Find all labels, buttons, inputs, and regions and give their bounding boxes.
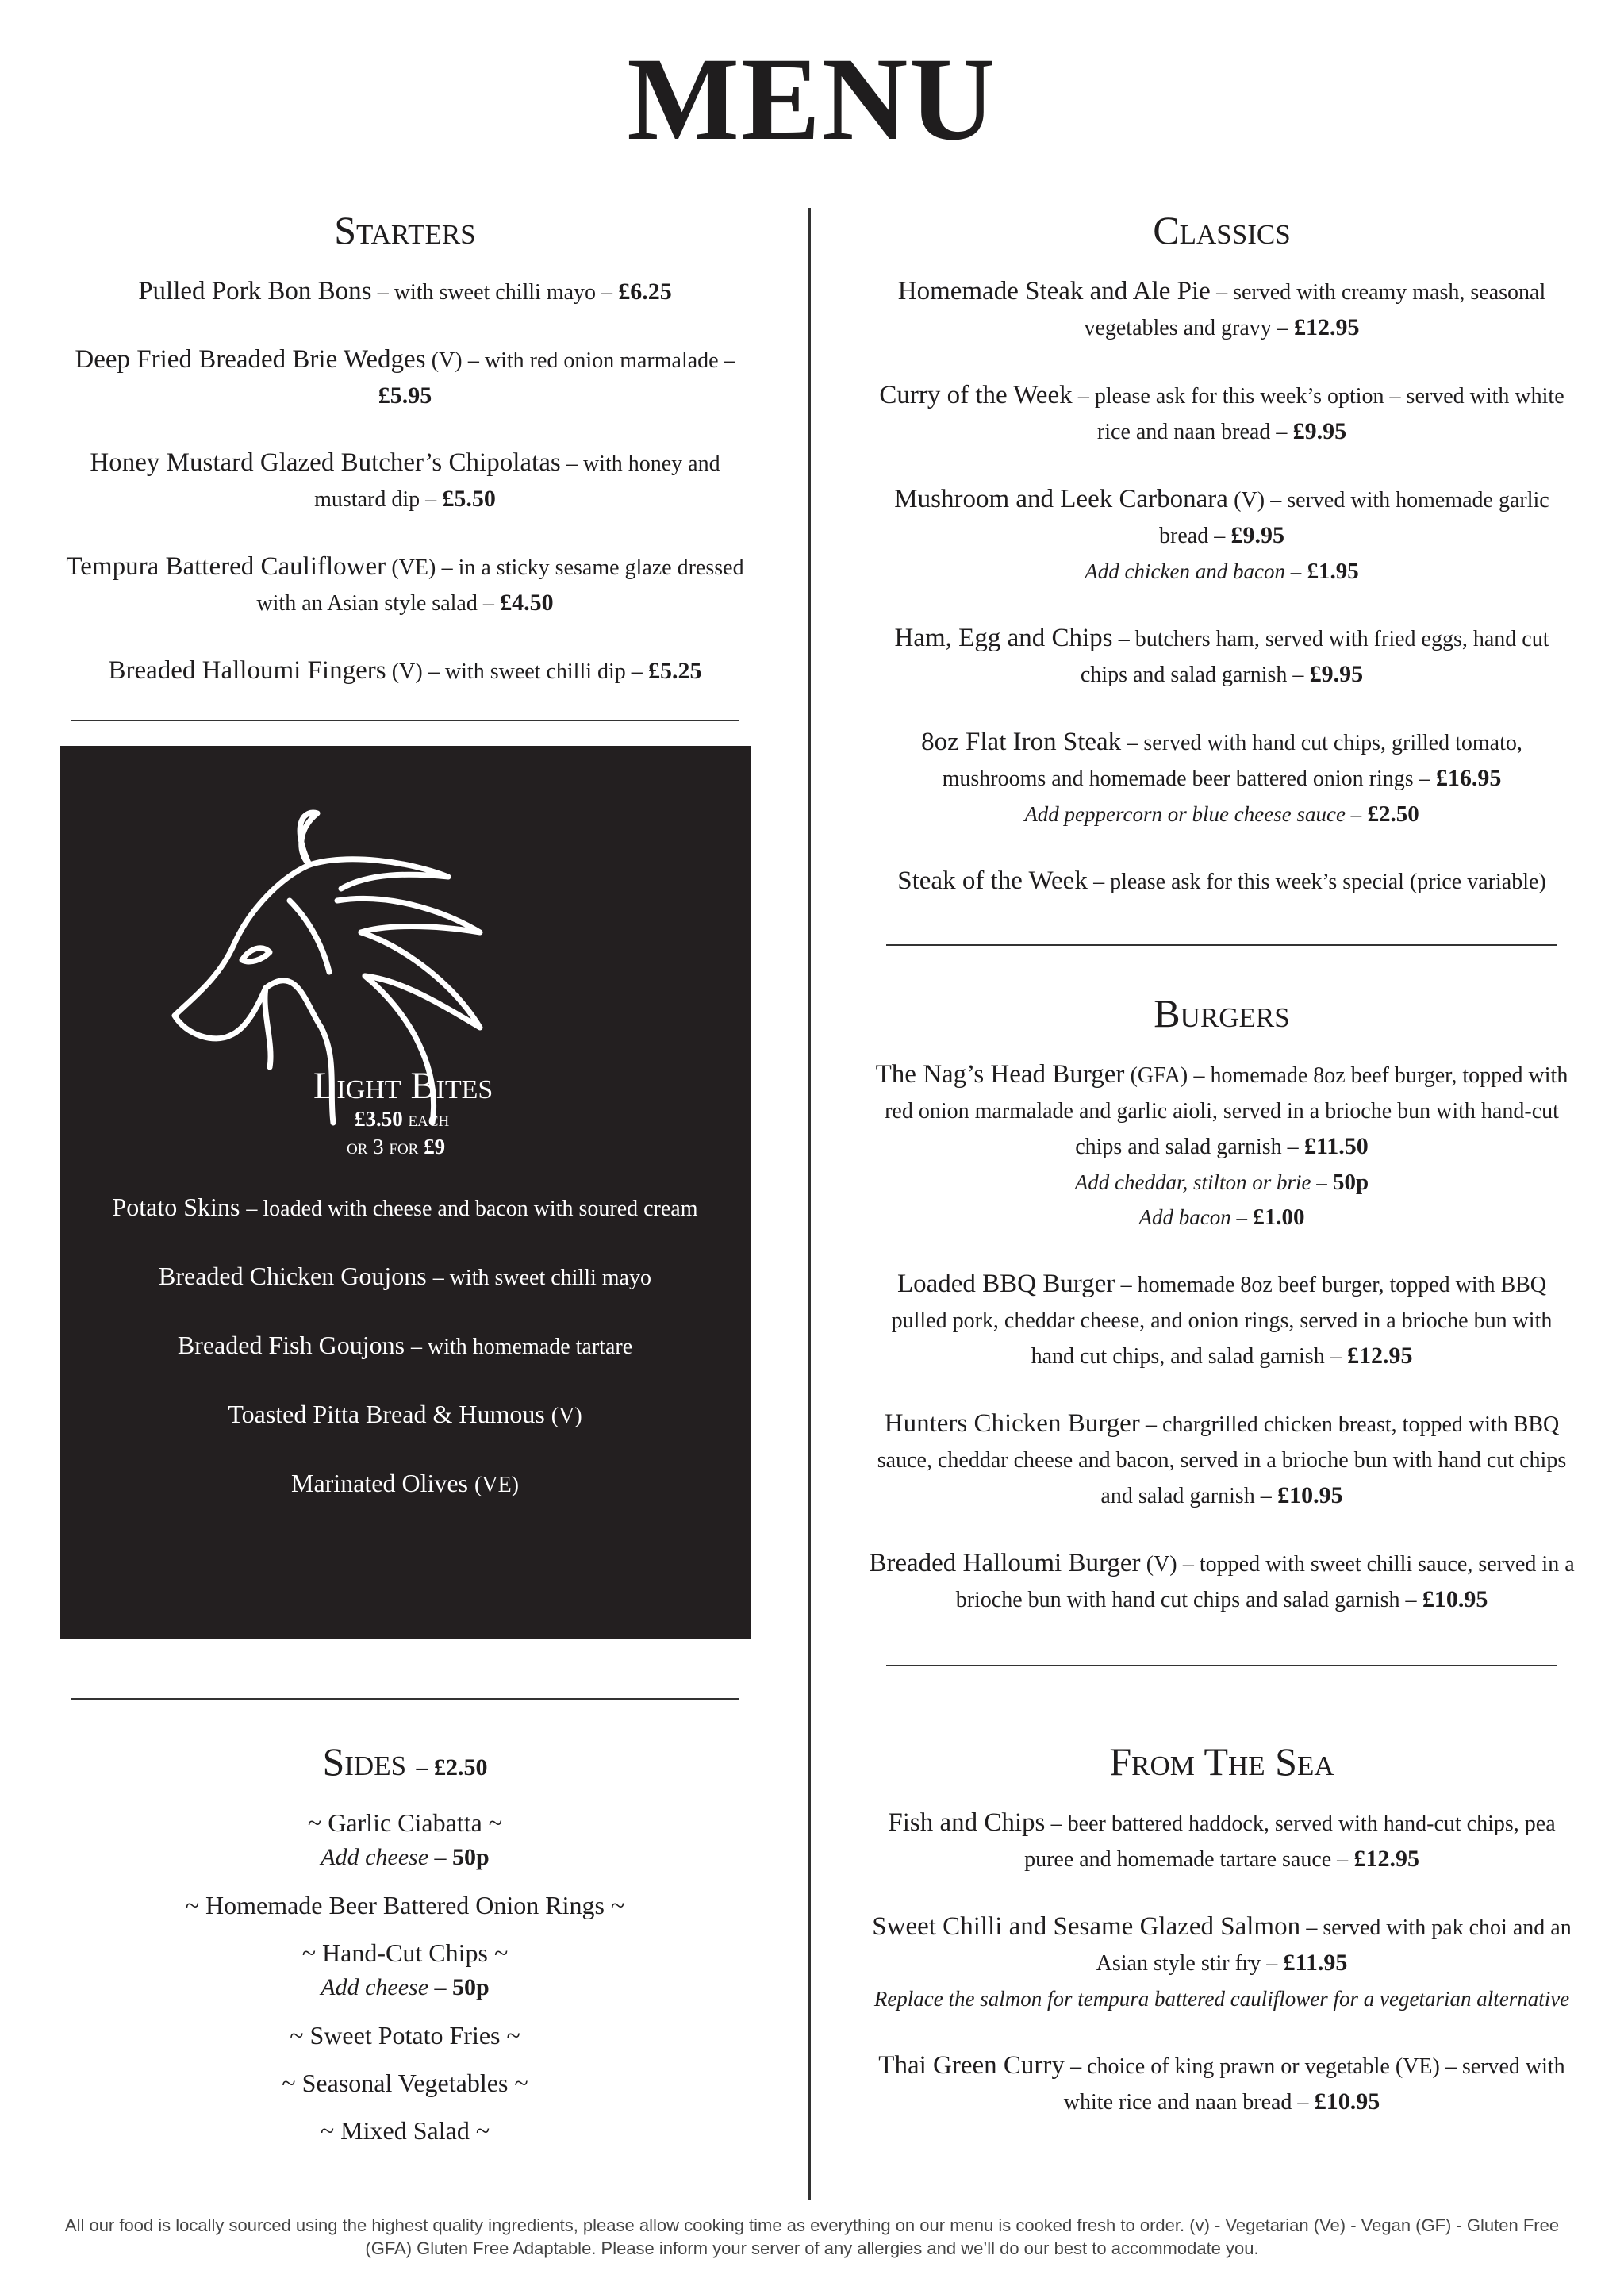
item-name: Tempura Battered Cauliflower — [66, 552, 386, 581]
item-desc: – served with hand cut chips, grilled tomato, mushrooms and homemade beer battered onion rings – — [942, 731, 1522, 791]
side-item: ~ Seasonal Vegetables ~ — [282, 2069, 528, 2097]
item-price: £6.25 — [618, 279, 672, 305]
item-diet: (V) — [431, 348, 463, 373]
item-price: £10.95 — [1277, 1482, 1343, 1508]
menu-item — [869, 620, 1575, 693]
item-note: Add peppercorn or blue cheese sauce – — [1024, 802, 1362, 826]
classics-section — [869, 210, 1575, 932]
section-heading — [60, 1739, 751, 1784]
item-name: Marinated Olives — [290, 1469, 469, 1497]
item-name: 8oz Flat Iron Steak — [921, 728, 1122, 756]
item-note-price: £1.00 — [1253, 1204, 1305, 1230]
sides-section — [60, 1739, 751, 2161]
item-diet: (VE) — [391, 555, 436, 580]
side-item: ~ Garlic Ciabatta ~ — [307, 1808, 503, 1837]
or-label: or 3 for — [347, 1135, 419, 1158]
item-name: Hunters Chicken Burger — [884, 1409, 1140, 1438]
item-price: £16.95 — [1435, 765, 1502, 791]
menu-item — [60, 274, 751, 310]
list-item — [60, 1328, 751, 1364]
light-bites-panel — [60, 746, 751, 1639]
item-price: £9.95 — [1292, 418, 1347, 444]
item-price: £10.95 — [1422, 1586, 1488, 1612]
item-name: Pulled Pork Bon Bons — [138, 277, 372, 305]
list-item — [60, 1397, 751, 1433]
item-desc: – with sweet chilli mayo – — [377, 280, 613, 305]
item-desc: – loaded with cheese and bacon with soured cream — [246, 1197, 698, 1221]
section-heading: From The Sea — [1109, 1739, 1334, 1784]
sides-price: – £2.50 — [416, 1754, 488, 1781]
section-divider — [71, 720, 739, 721]
item-price: £12.95 — [1294, 314, 1360, 340]
item-name: Loaded BBQ Burger — [896, 1270, 1115, 1298]
item-note: Add bacon – — [1138, 1205, 1247, 1229]
light-bites-price-each — [355, 1105, 615, 1133]
menu-item — [869, 1805, 1575, 1877]
item-note-price: £2.50 — [1367, 801, 1419, 827]
side-note — [60, 1840, 751, 1875]
item-name: Steak of the Week — [897, 866, 1088, 895]
item-price: £11.50 — [1303, 1133, 1369, 1159]
item-name: Potato Skins — [112, 1193, 240, 1221]
item-desc: (VE) — [474, 1473, 520, 1497]
price-each: £3.50 — [355, 1107, 403, 1131]
item-desc: (V) — [551, 1404, 582, 1428]
menu-item — [869, 482, 1575, 589]
item-desc: – with red onion marmalade – — [467, 348, 735, 373]
item-diet: (V) — [391, 659, 423, 684]
item-price: £5.50 — [442, 486, 496, 512]
section-divider — [886, 944, 1557, 946]
item-price: £4.50 — [500, 590, 554, 616]
item-price: £5.95 — [378, 382, 432, 409]
side-item: ~ Mixed Salad ~ — [320, 2116, 490, 2145]
item-price: £9.95 — [1230, 522, 1284, 548]
item-price: £12.95 — [1353, 1846, 1419, 1872]
note-price: 50p — [452, 1844, 490, 1870]
item-desc: – with sweet chilli mayo — [432, 1266, 651, 1290]
item-name: Thai Green Curry — [878, 2051, 1065, 2080]
item-name: The Nag’s Head Burger — [875, 1060, 1125, 1089]
item-desc: – choice of king prawn or vegetable (VE) – served with white rice and naan bread – — [1063, 2054, 1565, 2115]
item-desc: – topped with sweet chilli sauce, served in a brioche bun with hand cut chips and salad garnish – — [955, 1552, 1575, 1612]
item-desc: – served with homemade garlic bread – — [1159, 488, 1549, 548]
menu-item — [869, 863, 1575, 900]
from-the-sea-section — [869, 1739, 1575, 2152]
item-name: Breaded Fish Goujons — [177, 1331, 405, 1359]
item-desc: – with homemade tartare — [411, 1335, 633, 1359]
item-price: £5.25 — [648, 658, 702, 684]
item-name: Sweet Chilli and Sesame Glazed Salmon — [872, 1912, 1301, 1941]
item-desc: – beer battered haddock, served with hand-cut chips, pea puree and homemade tartare sauce – — [1024, 1812, 1556, 1872]
item-name: Breaded Chicken Goujons — [159, 1262, 427, 1290]
list-item — [60, 1466, 751, 1502]
item-desc: – with honey and mustard dip – — [314, 451, 720, 512]
menu-title: MENU — [627, 33, 997, 165]
item-diet: (V) — [1146, 1552, 1177, 1577]
each-label: each — [408, 1107, 450, 1131]
item-desc: – homemade 8oz beef burger, topped with red onion marmalade and garlic aioli, served in a brioche bun with hand-cut chips and salad garnish – — [885, 1063, 1568, 1159]
footer-note: All our food is locally sourced using the highest quality ingredients, please allow cooking time as everything on our menu is cooked fresh to order. (v) - Vegetarian (Ve) - Vegan (GF) - Gluten Free (GFA) Gluten Free Adaptable. Please inform your server of any allergies and we’ll do our best to accommodate you. — [64, 2215, 1560, 2258]
side-item: ~ Sweet Potato Fries ~ — [290, 2021, 520, 2050]
note-text: Add cheese – — [321, 1974, 447, 2000]
section-heading: Classics — [1153, 208, 1291, 252]
side-item: ~ Homemade Beer Battered Onion Rings ~ — [185, 1891, 625, 1919]
light-bites-heading: Light Bites — [313, 1065, 493, 1107]
item-desc: – homemade 8oz beef burger, topped with BBQ pulled pork, cheddar cheese, and onion rings, served in a brioche bun with hand cut chips, and salad garnish – — [891, 1273, 1553, 1369]
side-note — [60, 1970, 751, 2005]
item-diet: (GFA) — [1130, 1063, 1188, 1088]
item-desc: – served with creamy mash, seasonal vegetables and gravy – — [1084, 280, 1546, 340]
menu-item — [869, 2048, 1575, 2120]
item-desc: – butchers ham, served with fried eggs, hand cut chips and salad garnish – — [1080, 627, 1549, 687]
menu-item — [869, 1266, 1575, 1374]
item-name: Fish and Chips — [888, 1808, 1046, 1837]
light-bites-list — [60, 1190, 751, 1535]
item-name: Curry of the Week — [879, 381, 1073, 409]
item-name: Ham, Egg and Chips — [894, 624, 1113, 652]
menu-item — [869, 1057, 1575, 1235]
menu-item — [869, 274, 1575, 346]
item-note-price: 50p — [1333, 1170, 1369, 1195]
starters-section — [60, 210, 751, 721]
light-bites-price-three — [347, 1133, 615, 1161]
list-item — [60, 1190, 751, 1226]
item-desc: – please ask for this week’s option – served with white rice and naan bread – — [1077, 384, 1564, 444]
section-divider — [71, 1698, 739, 1700]
item-note-price: £1.95 — [1307, 559, 1359, 584]
item-price: £11.95 — [1283, 1950, 1348, 1976]
item-name: Homemade Steak and Ale Pie — [897, 277, 1211, 305]
item-note: Add cheddar, stilton or brie – — [1074, 1170, 1327, 1194]
menu-item — [60, 445, 751, 517]
menu-item — [869, 1909, 1575, 2016]
price-three: £9 — [424, 1135, 446, 1158]
item-name: Mushroom and Leek Carbonara — [894, 485, 1228, 513]
item-note: Add chicken and bacon – — [1085, 559, 1302, 583]
menu-item — [60, 549, 751, 621]
item-note: Replace the salmon for tempura battered cauliflower for a vegetarian alternative — [873, 1987, 1570, 2011]
item-desc: – in a sticky sesame glaze dressed with an Asian style salad – — [256, 555, 744, 616]
menu-item — [869, 378, 1575, 450]
note-price: 50p — [452, 1974, 490, 2000]
list-item — [60, 1259, 751, 1295]
item-name: Honey Mustard Glazed Butcher’s Chipolatas — [90, 448, 561, 477]
menu-item — [869, 1546, 1575, 1618]
item-name: Deep Fried Breaded Brie Wedges — [75, 345, 426, 374]
item-desc: – chargrilled chicken breast, topped with BBQ sauce, cheddar cheese and bacon, served in a brioche bun with hand cut chips and salad garnish – — [877, 1412, 1567, 1508]
menu-item — [869, 1406, 1575, 1514]
item-diet: (V) — [1234, 488, 1265, 513]
section-heading: Starters — [334, 208, 476, 252]
menu-item — [60, 342, 751, 413]
section-heading: Burgers — [1154, 991, 1290, 1035]
item-desc: – with sweet chilli dip – — [428, 659, 643, 684]
note-text: Add cheese – — [321, 1844, 447, 1870]
light-bites-heading-block — [313, 1067, 615, 1161]
burgers-section — [869, 993, 1575, 1650]
item-name: Toasted Pitta Bread & Humous — [228, 1400, 545, 1428]
item-price: £12.95 — [1346, 1343, 1413, 1369]
item-name: Breaded Halloumi Burger — [869, 1549, 1141, 1577]
side-item: ~ Hand-Cut Chips ~ — [301, 1938, 509, 1967]
section-divider — [886, 1665, 1557, 1666]
menu-item — [869, 724, 1575, 832]
item-desc: – served with pak choi and an Asian style stir fry – — [1096, 1915, 1572, 1976]
menu-item — [60, 653, 751, 690]
item-price: £9.95 — [1309, 661, 1364, 687]
item-desc: – please ask for this week’s special (price variable) — [1093, 870, 1546, 894]
sides-heading: Sides — [322, 1739, 407, 1784]
item-name: Breaded Halloumi Fingers — [108, 656, 386, 685]
column-divider — [808, 208, 811, 2200]
item-price: £10.95 — [1314, 2088, 1380, 2115]
